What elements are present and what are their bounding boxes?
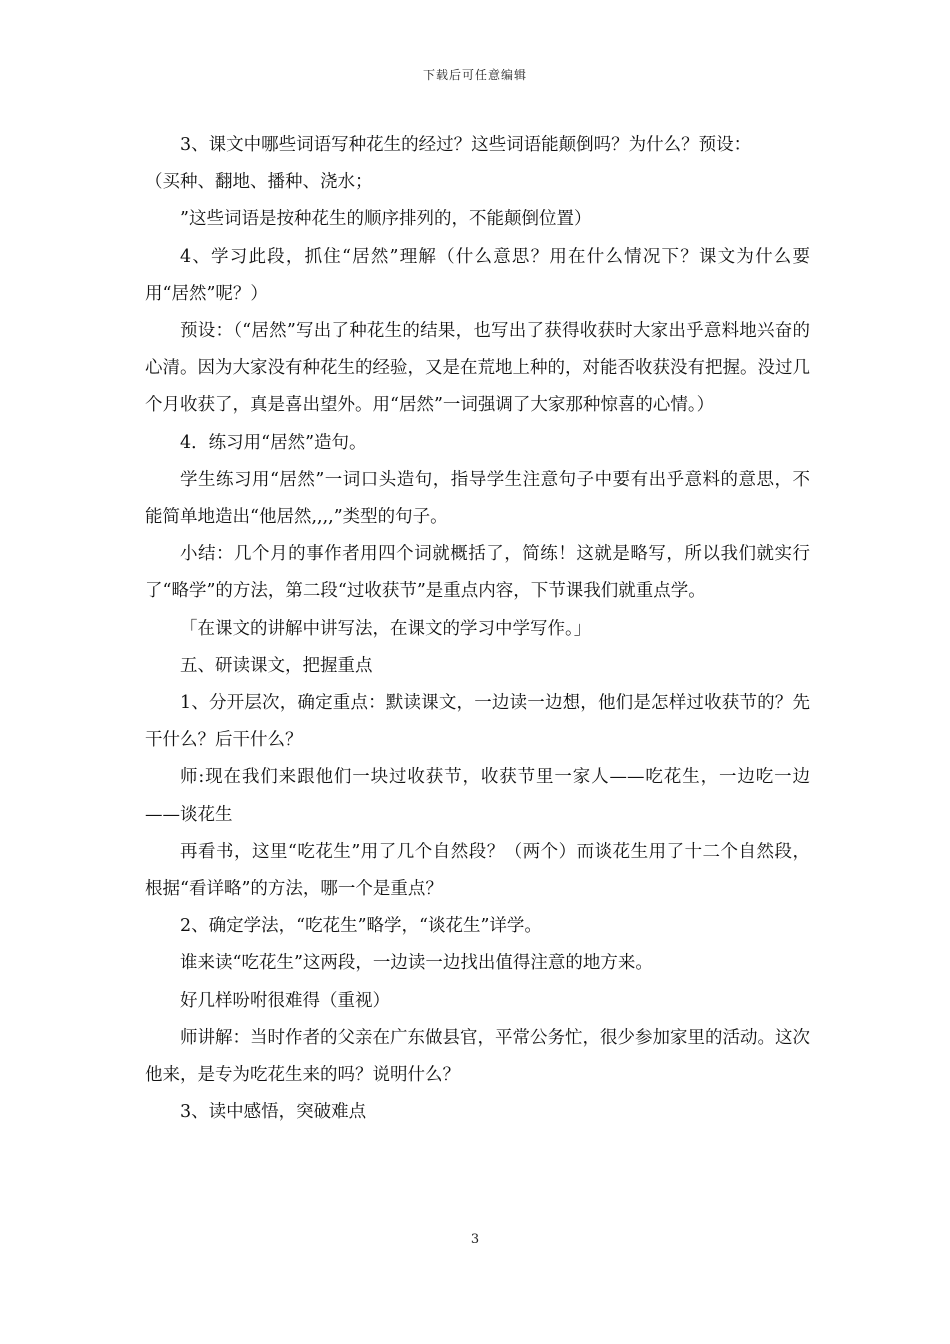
paragraph-11: 1、分开层次，确定重点：默读课文，一边读一边想，他们是怎样过收获节的？先干什么？后干什么？ [145, 693, 810, 751]
paragraph-13: 再看书，这里“吃花生”用了几个自然段？（两个）而谈花生用了十二个自然段，根据“看详略”的方法，哪一个是重点？ [145, 841, 810, 900]
paragraph-4: 4、学习此段，抓住“居然”理解（什么意思？用在什么情况下？课文为什么要用“居然”呢？） [145, 246, 810, 304]
paragraph-14: 2、确定学法，“吃花生”略学，“谈花生”详学。 [180, 916, 542, 937]
paragraph-9: 「在课文的讲解中讲写法，在课文的学习中学写作。」 [180, 618, 592, 639]
paragraph-10: 五、研读课文，把握重点 [180, 655, 373, 676]
paragraph-3: ”这些词语是按种花生的顺序排列的，不能颠倒位置） [180, 209, 592, 230]
paragraph-18: 3、读中感悟，突破难点 [180, 1102, 367, 1123]
paragraph-8: 小结：几个月的事作者用四个词就概括了，简练！这就是略写，所以我们就实行了“略学”的方法，第二段“过收获节”是重点内容，下节课我们就重点学。 [145, 544, 810, 602]
paragraph-7: 学生练习用“居然”一词口头造句，指导学生注意句子中要有出乎意料的意思，不能简单地造出“他居然,,,,”类型的句子。 [145, 469, 810, 528]
document-body [145, 127, 810, 1131]
paragraph-17: 师讲解：当时作者的父亲在广东做县官，平常公务忙，很少参加家里的活动。这次他来，是专为吃花生来的吗？说明什么？ [145, 1027, 810, 1086]
paragraph-2: （买种、翻地、播种、浇水； [145, 172, 373, 193]
paragraph-6: 4．练习用“居然”造句。 [180, 432, 367, 453]
page-number: 3 [470, 1232, 480, 1247]
paragraph-12: 师:现在我们来跟他们一块过收获节，收获节里一家人——吃花生，一边吃一边——谈花生 [145, 767, 810, 825]
paragraph-16: 好几样吩咐很难得（重视） [180, 990, 390, 1011]
page-header: 下载后可任意编辑 [422, 68, 527, 82]
paragraph-1: 3、课文中哪些词语写种花生的经过？这些词语能颠倒吗？为什么？预设： [180, 135, 752, 155]
paragraph-5: 预设：（“居然”写出了种花生的结果，也写出了获得收获时大家出乎意料地兴奋的心清。因为大家没有种花生的经验，又是在荒地上种的，对能否收获没有把握。没过几个月收获了，真是喜出望外。用“居然”一词强调了大家那种惊喜的心情。） [145, 321, 810, 416]
paragraph-15: 谁来读“吃花生”这两段，一边读一边找出值得注意的地方来。 [180, 953, 653, 974]
